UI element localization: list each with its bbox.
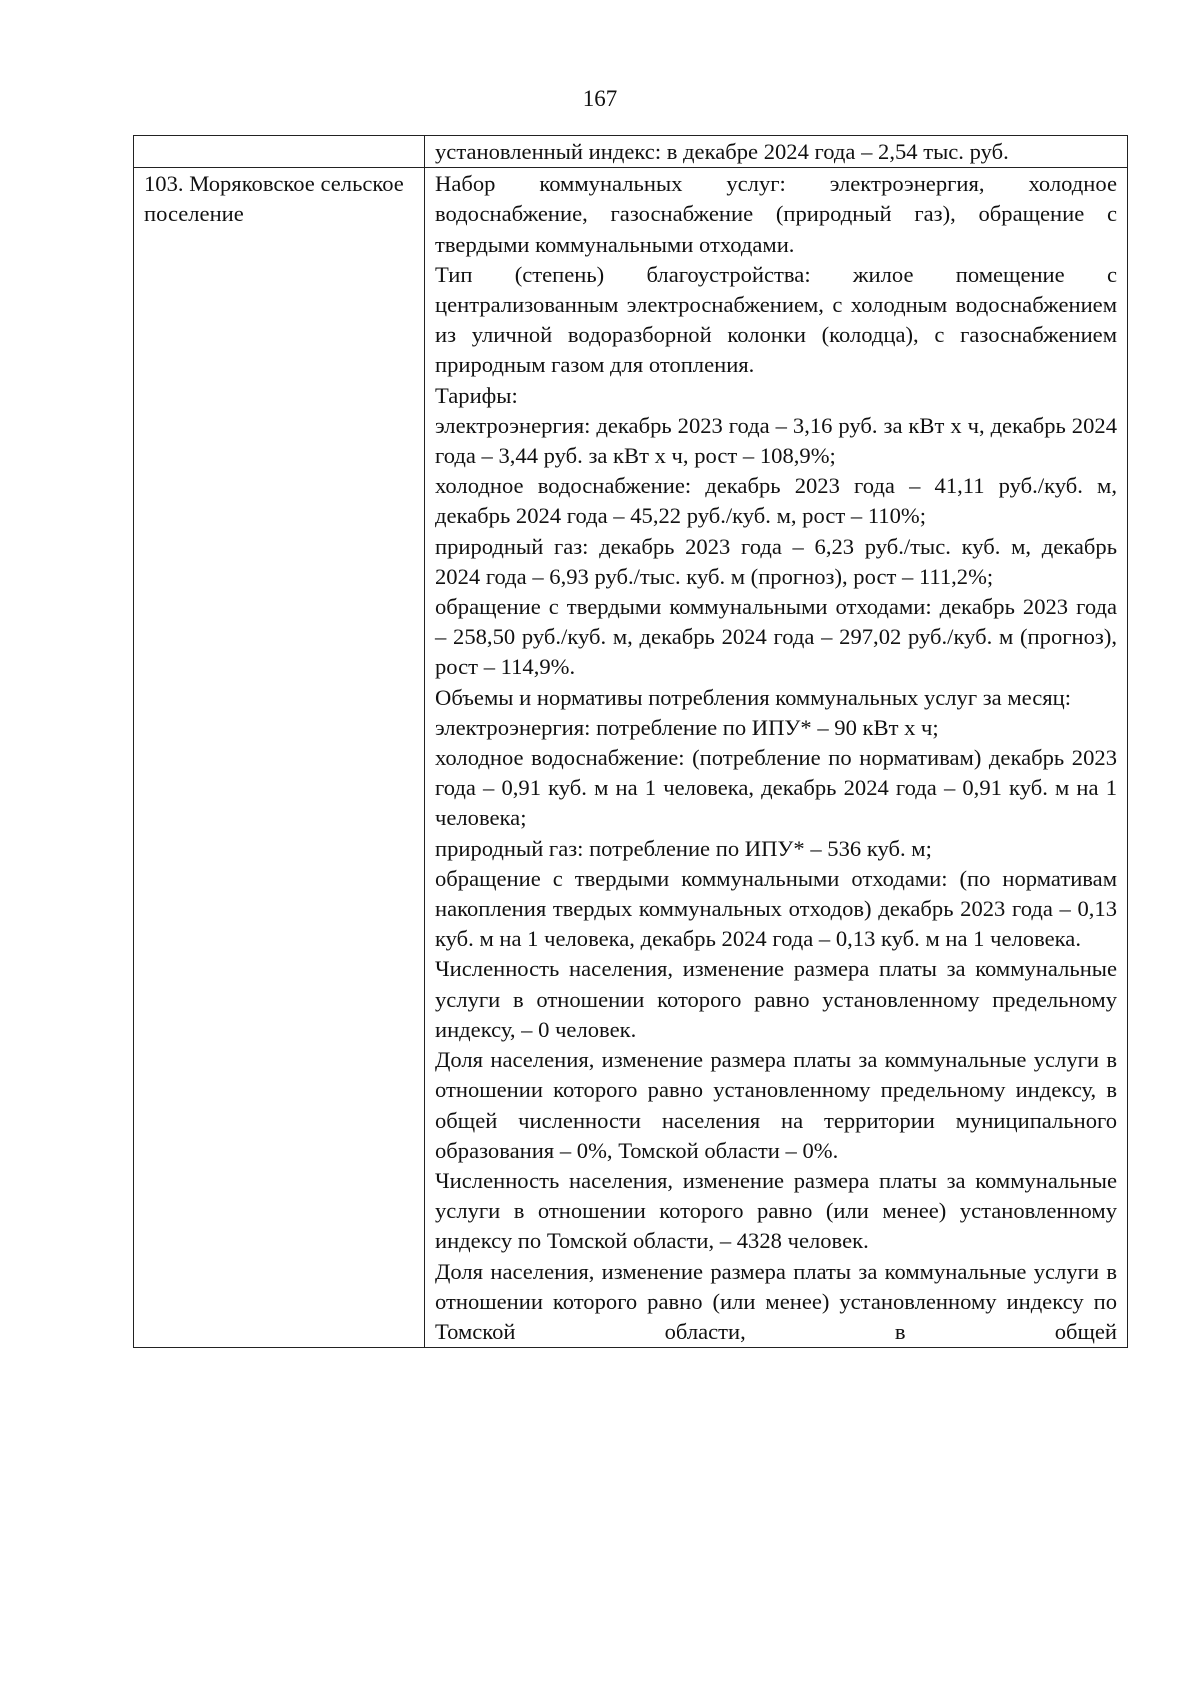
paragraph: электроэнергия: потребление по ИПУ* – 90 кВт х ч;	[435, 714, 939, 740]
row-content	[425, 168, 1128, 1348]
paragraph: Доля населения, изменение размера платы за коммунальные услуги в отношении которого равно установленному предельному индексу, в общей численности населения на территории муниципального образования – 0%, Томской области – 0%.	[435, 1047, 1117, 1163]
paragraph: холодное водоснабжение: (потребление по нормативам) декабрь 2023 года – 0,91 куб. м на 1 человека, декабрь 2024 года – 0,91 куб. м на 1 человека;	[435, 745, 1117, 831]
paragraph: Тарифы:	[435, 382, 518, 408]
paragraph: Набор коммунальных услуг: электроэнергия, холодное водоснабжение, газоснабжение (природный газ), обращение с твердыми коммунальными отходами.	[435, 171, 1117, 257]
prev-row-name-cell	[134, 136, 425, 168]
paragraph: Тип (степень) благоустройства: жилое помещение с централизованным электроснабжением, с холодным водоснабжением из уличной водоразборной колонки (колодца), с газоснабжением природным газом для отопления.	[435, 261, 1117, 378]
paragraph: природный газ: декабрь 2023 года – 6,23 руб./тыс. куб. м, декабрь 2024 года – 6,93 руб./тыс. куб. м (прогноз), рост – 111,2%;	[435, 533, 1117, 589]
paragraph: Численность населения, изменение размера платы за коммунальные услуги в отношении которого равно (или менее) установленному индексу по Томской области, – 4328 человек.	[435, 1167, 1117, 1254]
paragraph: Численность населения, изменение размера платы за коммунальные услуги в отношении которого равно установленному предельному индексу, – 0 человек.	[435, 956, 1117, 1042]
paragraph: природный газ: потребление по ИПУ* – 536 куб. м;	[435, 835, 932, 861]
prev-row-text: установленный индекс: в декабре 2024 года – 2,54 тыс. руб.	[425, 136, 1128, 168]
paragraph: обращение с твердыми коммунальными отходами: (по нормативам накопления твердых коммунальных отходов) декабрь 2023 года – 0,13 куб. м на 1 человека, декабрь 2024 года – 0,13 куб. м на 1 человека.	[435, 865, 1117, 952]
tariff-table	[133, 135, 1128, 1348]
paragraph: Доля населения, изменение размера платы за коммунальные услуги в отношении которого равно (или менее) установленному индексу по Томской области, в общей	[435, 1258, 1117, 1344]
paragraph: электроэнергия: декабрь 2023 года – 3,16 руб. за кВт х ч, декабрь 2024 года – 3,44 руб. за кВт х ч, рост – 108,9%;	[435, 412, 1117, 469]
paragraph: Объемы и нормативы потребления коммунальных услуг за месяц:	[435, 684, 1072, 710]
table-row	[134, 168, 1128, 1348]
table-row-continuation	[134, 136, 1128, 168]
page-number: 167	[582, 86, 618, 111]
municipality-name: 103. Моряковское сельское поселение	[134, 168, 425, 1348]
paragraph: обращение с твердыми коммунальными отходами: декабрь 2023 года – 258,50 руб./куб. м, декабрь 2024 года – 297,02 руб./куб. м (прогноз), рост – 114,9%.	[435, 594, 1117, 680]
paragraph: холодное водоснабжение: декабрь 2023 года – 41,11 руб./куб. м, декабрь 2024 года – 45,22 руб./куб. м, рост – 110%;	[435, 473, 1117, 529]
